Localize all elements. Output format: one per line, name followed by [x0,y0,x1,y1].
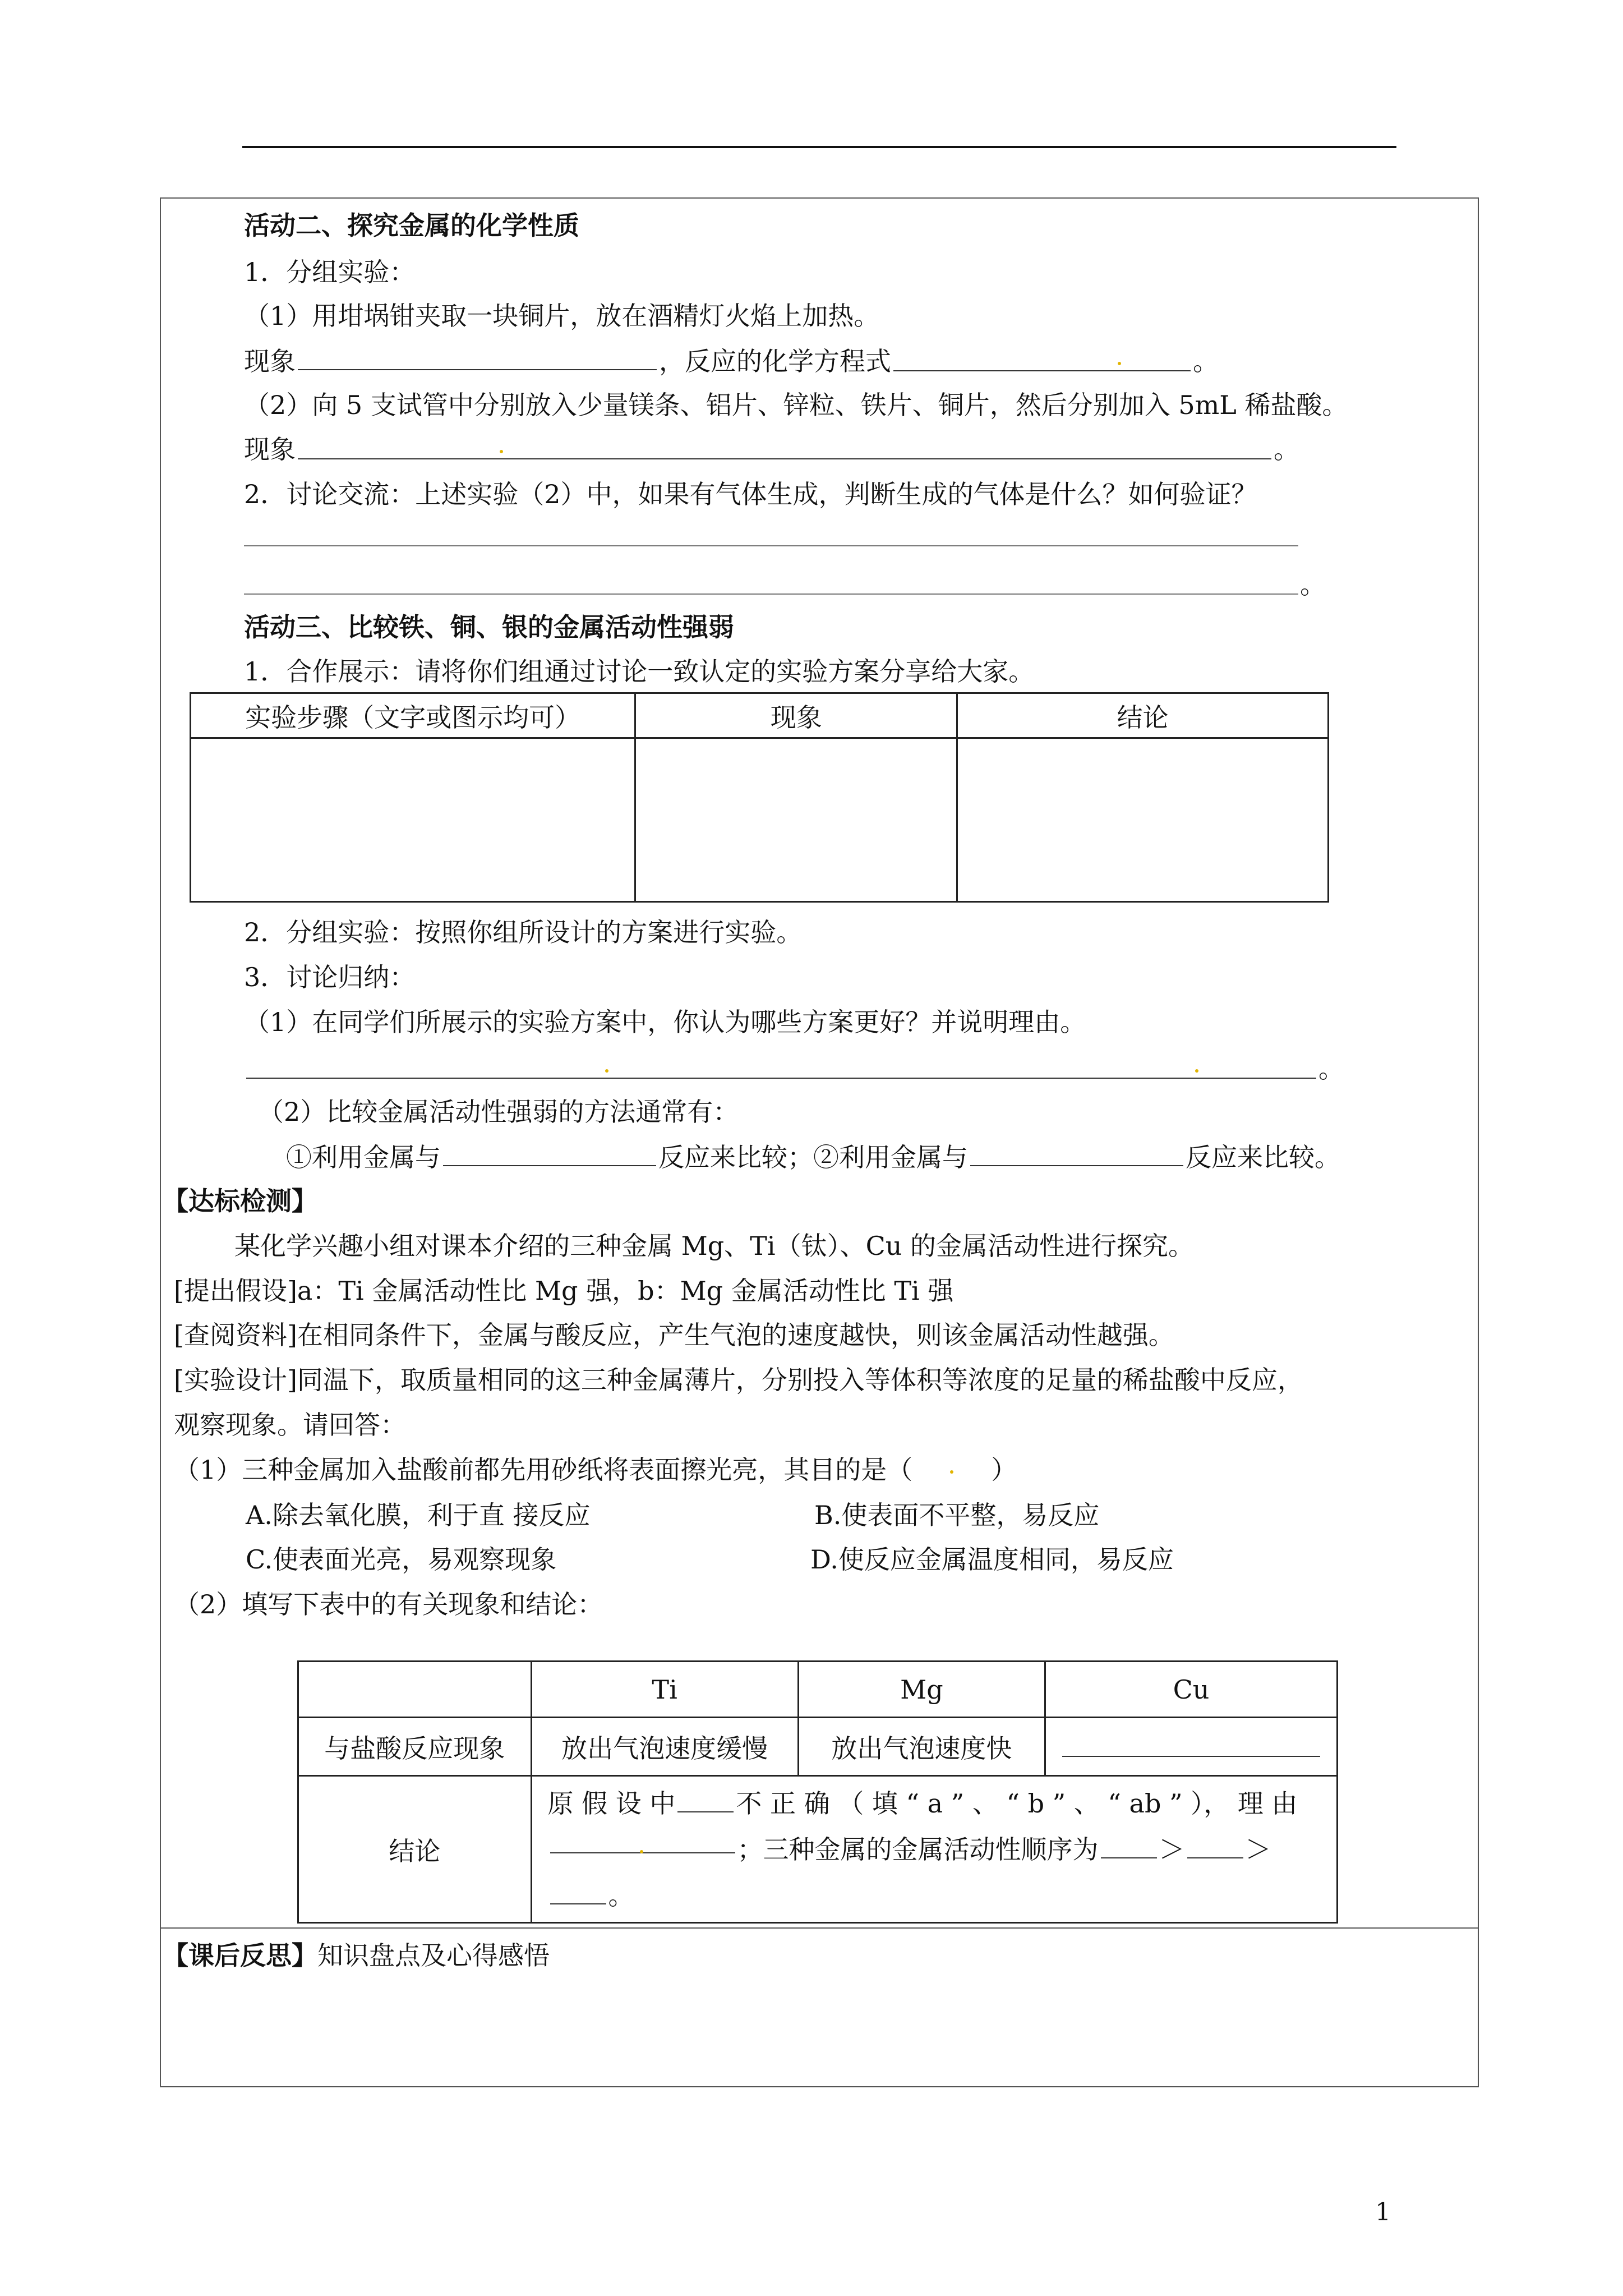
results-header-ti: Ti [531,1662,798,1718]
test-title: 【达标检测】 [163,1186,317,1216]
test-hypothesis: [提出假设]a：Ti 金属活动性比 Mg 强，b：Mg 金属活动性比 Ti 强 [174,1276,954,1306]
test-q2: （2）填写下表中的有关现象和结论： [174,1589,603,1619]
order-blank-2[interactable] [1187,1832,1243,1858]
order-blank-3[interactable] [550,1878,606,1904]
activity2-exp2-answer-line: 现象 。 [244,432,1299,466]
table-cell-phenomenon[interactable] [635,738,957,902]
answer-end-mark: 。 [1300,569,1326,600]
option-d[interactable]: D.使反应金属温度相同，易反应 [810,1544,1174,1575]
test-q1: （1）三种金属加入盐酸前都先用砂纸将表面擦光亮，其目的是（ ） [174,1453,1017,1487]
results-header-empty [298,1662,532,1718]
results-row-conclusion-label: 结论 [298,1776,532,1923]
equation-blank[interactable] [893,344,1191,371]
mark-dot [1195,1069,1198,1073]
wrong-hypothesis-blank[interactable] [677,1786,734,1812]
results-cu-phenomenon[interactable] [1045,1718,1338,1776]
option-c[interactable]: C.使表面光亮，易观察现象 [246,1544,557,1575]
activity3-title: 活动三、比较铁、铜、银的金属活动性强弱 [244,612,734,642]
table-header-steps: 实验步骤（文字或图示均可） [191,693,635,738]
metal-results-table [297,1660,1338,1924]
table-cell-conclusion[interactable] [957,738,1329,902]
order-blank-1[interactable] [1101,1832,1157,1858]
reflection-divider [160,1927,1478,1929]
activity2-exp2: （2）向 5 支试管中分别放入少量镁条、铝片、锌粒、铁片、铜片，然后分别加入 5mL 稀盐酸。 [244,390,1348,420]
reflection-title: 【课后反思】 [163,1940,317,1971]
phenomenon-label: 现象 [244,346,296,376]
table-cell-steps[interactable] [191,738,635,902]
results-header-cu: Cu [1045,1662,1338,1718]
reaction-label: ，反应的化学方程式 [659,346,891,376]
table-header-conclusion: 结论 [957,693,1329,738]
reflection-text: 知识盘点及心得感悟 [317,1940,550,1971]
header-rule [242,146,1396,148]
table-header-phenomenon: 现象 [635,693,957,738]
phenomenon-label-2: 现象 [244,434,296,464]
mark-dot [1118,362,1121,365]
activity3-q1-answer-line: 。 [244,1052,1344,1085]
method1-blank[interactable] [443,1139,656,1166]
q1-answer-slot[interactable] [912,1453,991,1487]
phenomenon-blank[interactable] [298,343,657,370]
option-a[interactable]: A.除去氧化膜，利于直 接反应 [246,1500,591,1530]
cu-phenomenon-blank[interactable] [1062,1730,1320,1757]
activity2-item1: 1．分组实验： [244,257,416,287]
activity3-item2: 2．分组实验：按照你组所设计的方案进行实验。 [244,917,803,947]
activity3-item3: 3．讨论归纳： [244,962,416,992]
mark-dot [605,1069,608,1073]
page-number: 1 [1375,2198,1391,2226]
answer-line-1[interactable] [244,545,1298,546]
method2-blank[interactable] [970,1139,1183,1166]
activity3-q2: （2）比较金属活动性强弱的方法通常有： [258,1097,739,1127]
reflection-line [163,1939,550,1972]
reason-blank-2[interactable] [550,1826,735,1853]
results-ti-phenomenon: 放出气泡速度缓慢 [531,1718,798,1776]
test-intro: 某化学兴趣小组对课本介绍的三种金属 Mg、Ti（钛）、Cu 的金属活动性进行探究。 [234,1231,1195,1261]
mark-dot [640,1850,643,1853]
results-row-phenomenon-label: 与盐酸反应现象 [298,1718,532,1776]
activity2-item2: 2．讨论交流：上述实验（2）中，如果有气体生成，判断生成的气体是什么？如何验证？ [244,479,1257,509]
test-design: [实验设计]同温下，取质量相同的这三种金属薄片，分别投入等体积等浓度的足量的稀盐酸中反应， [174,1365,1303,1395]
test-reference: [查阅资料]在相同条件下，金属与酸反应，产生气泡的速度越快，则该金属活动性越强。 [174,1320,1174,1350]
activity3-item1: 1．合作展示：请将你们组通过讨论一致认定的实验方案分享给大家。 [244,656,1035,687]
activity3-q1: （1）在同学们所展示的实验方案中，你认为哪些方案更好？并说明理由。 [244,1007,1086,1037]
results-header-mg: Mg [798,1662,1045,1718]
answer-line-2[interactable] [244,593,1298,595]
mark-dot [500,450,503,453]
test-design-2: 观察现象。请回答： [174,1410,406,1440]
reason-blank[interactable] [246,1052,1316,1079]
phenomenon-blank-2[interactable] [298,432,1271,459]
results-conclusion-cell: 原 假 设 中 不 正 确 （ 填 “ a ” 、 “ b ” 、 “ ab ” ）， 理 由 ；三种金属的金属活动性顺序为 ＞ ＞ 。 [531,1776,1337,1923]
option-b[interactable]: B.使表面不平整，易反应 [814,1500,1100,1530]
results-mg-phenomenon: 放出气泡速度快 [798,1718,1045,1776]
activity2-title: 活动二、探究金属的化学性质 [244,210,579,241]
activity2-exp1: （1）用坩埚钳夹取一块铜片，放在酒精灯火焰上加热。 [244,301,880,331]
activity2-exp1-answer-line: 现象 ，反应的化学方程式 。 [244,343,1219,378]
experiment-plan-table [190,692,1329,903]
activity3-methods-line: ①利用金属与 反应来比较；②利用金属与 反应来比较。 [286,1139,1340,1174]
mark-dot [950,1470,953,1474]
